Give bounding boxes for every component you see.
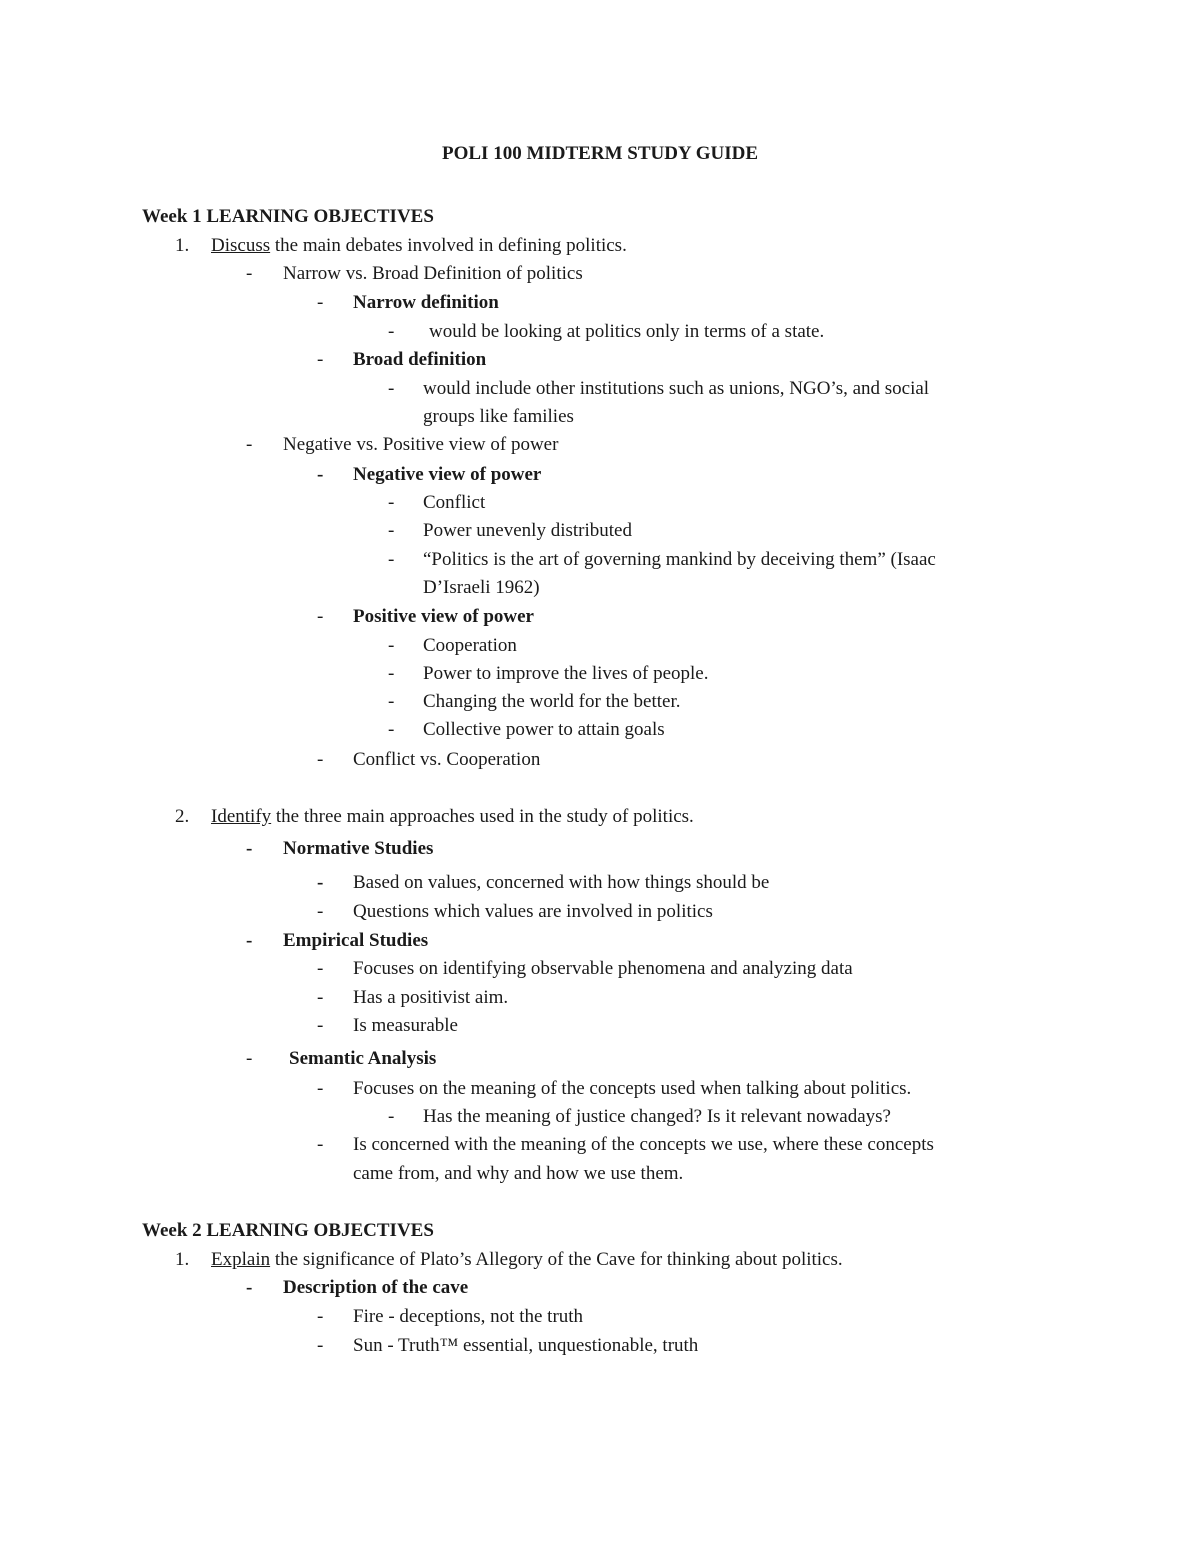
bullet-dash: - xyxy=(388,492,395,513)
week1-obj1-rest: the main debates involved in defining politics. xyxy=(270,235,627,256)
narrow-vs-broad: Narrow vs. Broad Definition of politics xyxy=(283,263,583,284)
cave-item: Fire - deceptions, not the truth xyxy=(353,1306,584,1327)
semantic-item: Focuses on the meaning of the concepts used when talking about politics. xyxy=(353,1078,912,1099)
cave-description: Description of the cave xyxy=(283,1277,469,1298)
bullet-dash: - xyxy=(388,719,395,740)
bullet-dash: - xyxy=(317,987,324,1008)
bullet-dash: - xyxy=(317,349,324,370)
week1-obj1-number: 1. xyxy=(175,235,190,256)
bullet-dash: - xyxy=(317,292,324,313)
negative-view: Negative view of power xyxy=(353,464,542,485)
neg-item-quote: “Politics is the art of governing mankind by deceiving them” (Isaac xyxy=(423,549,936,570)
bullet-dash: - xyxy=(317,606,324,627)
narrow-definition-item: would be looking at politics only in terms of a state. xyxy=(429,321,825,342)
narrow-definition: Narrow definition xyxy=(353,292,499,313)
normative-item: Based on values, concerned with how things should be xyxy=(353,872,770,893)
semantic-subitem: Has the meaning of justice changed? Is it relevant nowadays? xyxy=(423,1106,891,1127)
empirical-item: Focuses on identifying observable phenomena and analyzing data xyxy=(353,958,853,979)
neg-vs-pos: Negative vs. Positive view of power xyxy=(283,434,559,455)
bullet-dash: - xyxy=(246,930,253,951)
bullet-dash: - xyxy=(317,464,324,485)
bullet-dash: - xyxy=(317,1015,324,1036)
week2-obj1-verb: Explain xyxy=(211,1249,271,1270)
bullet-dash: - xyxy=(317,872,324,893)
bullet-dash: - xyxy=(388,663,395,684)
semantic-item-line2: came from, and why and how we use them. xyxy=(353,1163,684,1184)
bullet-dash: - xyxy=(317,1078,324,1099)
bullet-dash: - xyxy=(388,1106,395,1127)
pos-item: Cooperation xyxy=(423,635,517,656)
bullet-dash: - xyxy=(246,263,253,284)
broad-definition: Broad definition xyxy=(353,349,487,370)
pos-item: Collective power to attain goals xyxy=(423,719,665,740)
bullet-dash: - xyxy=(317,1335,324,1356)
bullet-dash: - xyxy=(388,378,395,399)
bullet-dash: - xyxy=(388,321,395,342)
semantic-analysis: Semantic Analysis xyxy=(289,1048,437,1069)
neg-item: Power unevenly distributed xyxy=(423,520,632,541)
bullet-dash: - xyxy=(388,520,395,541)
positive-view: Positive view of power xyxy=(353,606,534,627)
week2-heading: Week 2 LEARNING OBJECTIVES xyxy=(142,1220,434,1241)
bullet-dash: - xyxy=(246,1048,253,1069)
empirical-item: Is measurable xyxy=(353,1015,458,1036)
week1-obj1-verb: Discuss xyxy=(211,235,271,256)
conflict-vs-cooperation: Conflict vs. Cooperation xyxy=(353,749,541,770)
empirical-item: Has a positivist aim. xyxy=(353,987,509,1008)
pos-item: Power to improve the lives of people. xyxy=(423,663,709,684)
bullet-dash: - xyxy=(317,958,324,979)
bullet-dash: - xyxy=(388,635,395,656)
week1-obj1-text xyxy=(211,234,627,258)
normative-studies: Normative Studies xyxy=(283,838,434,859)
bullet-dash: - xyxy=(246,838,253,859)
bullet-dash: - xyxy=(317,901,324,922)
neg-item: Conflict xyxy=(423,492,486,513)
week1-heading: Week 1 LEARNING OBJECTIVES xyxy=(142,206,434,227)
week1-obj2-text xyxy=(211,805,694,829)
broad-definition-item-line2: groups like families xyxy=(423,406,574,427)
document-title: POLI 100 MIDTERM STUDY GUIDE xyxy=(442,143,758,164)
bullet-dash: - xyxy=(317,749,324,770)
neg-item-quote-cont: D’Israeli 1962) xyxy=(423,577,540,598)
normative-item: Questions which values are involved in politics xyxy=(353,901,713,922)
week2-obj1-rest: the significance of Plato’s Allegory of the Cave for thinking about politics. xyxy=(270,1249,843,1270)
bullet-dash: - xyxy=(317,1134,324,1155)
week1-obj2-verb: Identify xyxy=(211,806,272,827)
bullet-dash: - xyxy=(246,434,253,455)
bullet-dash: - xyxy=(388,549,395,570)
pos-item: Changing the world for the better. xyxy=(423,691,681,712)
semantic-item-line1: Is concerned with the meaning of the concepts we use, where these concepts xyxy=(353,1134,934,1155)
cave-item: Sun - Truth™ essential, unquestionable, truth xyxy=(353,1335,699,1356)
week1-obj2-number: 2. xyxy=(175,806,190,827)
bullet-dash: - xyxy=(388,691,395,712)
week2-obj1-number: 1. xyxy=(175,1249,190,1270)
empirical-studies: Empirical Studies xyxy=(283,930,429,951)
bullet-dash: - xyxy=(317,1306,324,1327)
week1-obj2-rest: the three main approaches used in the study of politics. xyxy=(271,806,694,827)
bullet-dash: - xyxy=(246,1277,253,1298)
broad-definition-item-line1: would include other institutions such as unions, NGO’s, and social xyxy=(423,378,930,399)
week2-obj1-text xyxy=(211,1248,843,1272)
